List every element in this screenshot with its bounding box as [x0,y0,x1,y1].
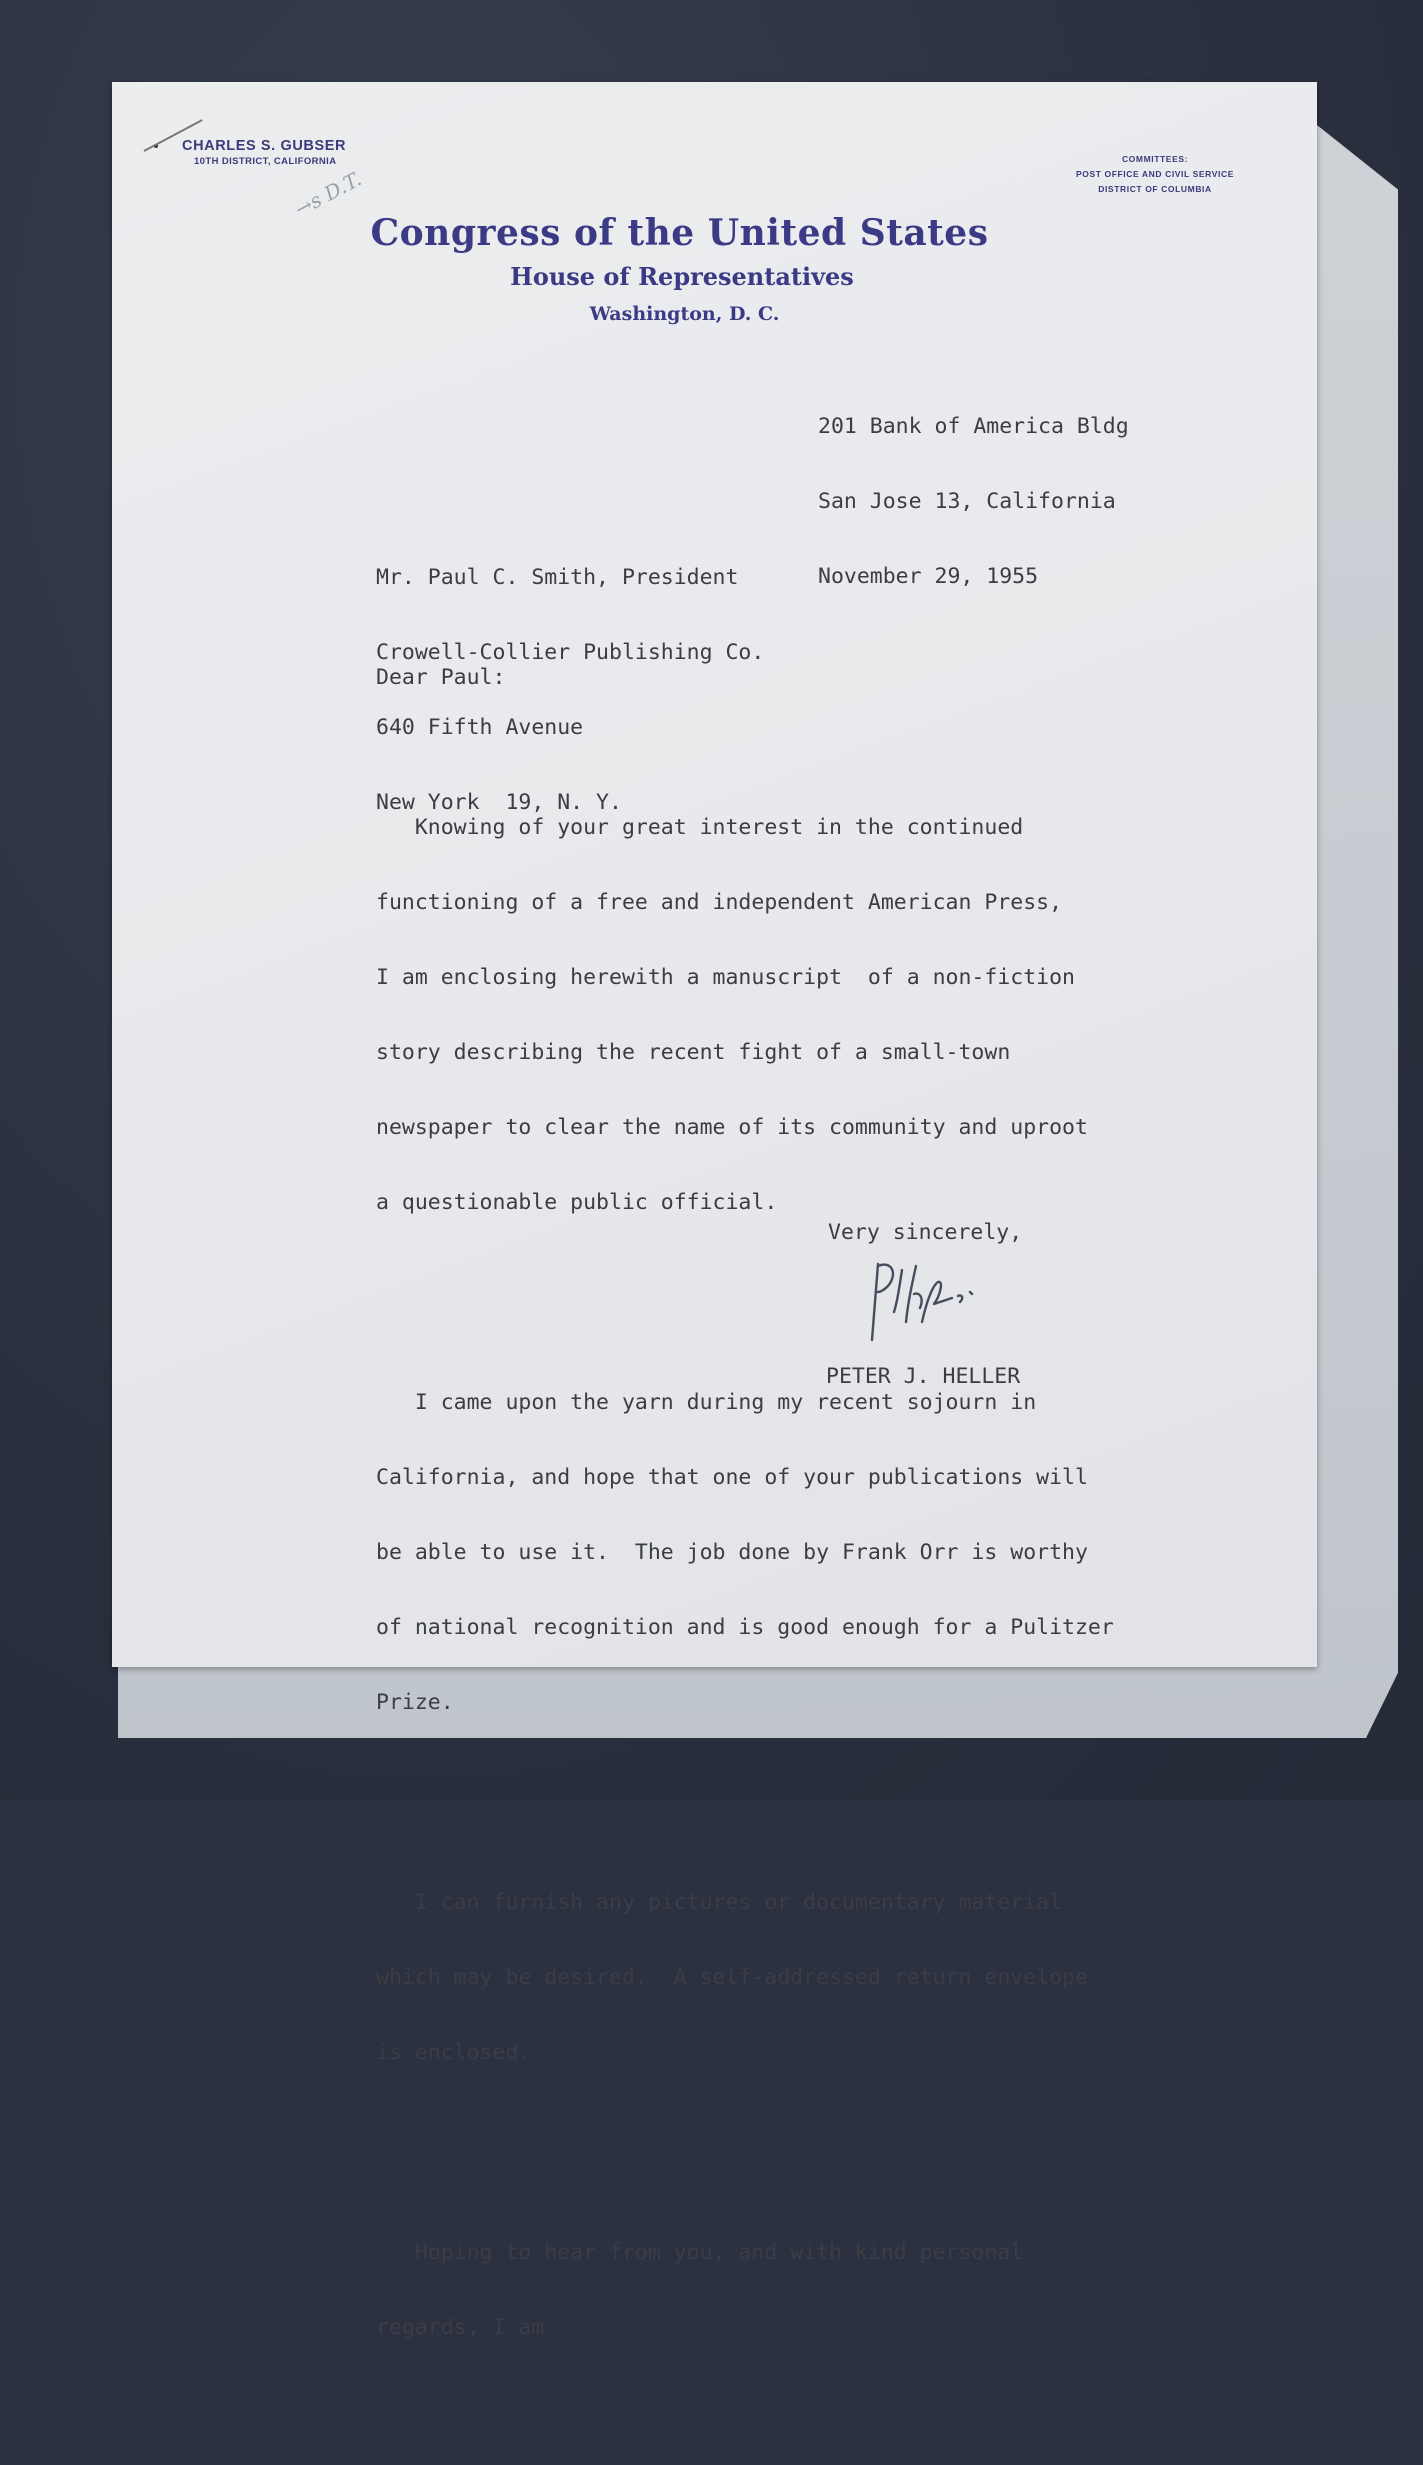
body-line: regards, I am [376,2315,545,2340]
body-line: I came upon the yarn during my recent sojourn in [376,1390,1037,1415]
recipient-line: New York 19, N. Y. [376,790,622,815]
body-line: Hoping to hear from you, and with kind personal [376,2240,1024,2265]
member-district: 10TH DISTRICT, CALIFORNIA [194,156,337,167]
body-line: California, and hope that one of your publications will [376,1465,1088,1490]
committees-heading: COMMITTEES: [1121,154,1189,164]
body-line: of national recognition and is good enough for a Pulitzer [376,1615,1114,1640]
sender-address [818,364,1129,639]
handwritten-signature [854,1252,994,1352]
salutation: Dear Paul: [376,665,506,690]
body-line: Prize. [376,1690,454,1715]
body-line: which may be desired. A self-addressed return envelope [376,1965,1088,1990]
letterhead-city: Washington, D. C. [589,303,780,325]
recipient-line: 640 Fifth Avenue [376,715,584,740]
body-line: a questionable public official. [376,1190,778,1215]
recipient-line: Crowell-Collier Publishing Co. [376,640,765,665]
body-line: Knowing of your great interest in the continued [376,815,1024,840]
body-line: is enclosed. [376,2040,532,2065]
letterhead-house: House of Representatives [510,262,854,291]
committee-item: DISTRICT OF COLUMBIA [1098,184,1212,194]
complimentary-close: Very sincerely, [828,1220,1023,1245]
body-paragraph [376,1840,1256,2115]
body-line: I am enclosing herewith a manuscript of a non-fiction [376,965,1075,990]
committees-block [1045,152,1265,197]
letterhead [112,212,1317,325]
body-line: functioning of a free and independent American Press, [376,890,1063,915]
body-line: I can furnish any pictures or documentary material [376,1890,1063,1915]
letter-date: November 29, 1955 [818,564,1039,589]
body-line: be able to use it. The job done by Frank Orr is worthy [376,1540,1088,1565]
committee-item: POST OFFICE AND CIVIL SERVICE [1076,169,1234,179]
recipient-line: Mr. Paul C. Smith, President [376,565,739,590]
member-block [182,138,346,167]
body-paragraph [376,2190,1256,2390]
address-line: 201 Bank of America Bldg [818,414,1129,439]
address-line: San Jose 13, California [818,489,1116,514]
body-line: story describing the recent fight of a small-town [376,1040,1011,1065]
body-paragraph [376,765,1256,1265]
pencil-annotation: →s D.T. [290,166,366,222]
letter-page [112,82,1317,2340]
body-line: newspaper to clear the name of its community and uproot [376,1115,1088,1140]
member-name: CHARLES S. GUBSER [182,138,347,154]
letter-body [376,715,1256,2465]
letterhead-congress: Congress of the United States [370,212,989,254]
signer-name: PETER J. HELLER [826,1364,1021,1389]
body-paragraph [376,1340,1256,1765]
